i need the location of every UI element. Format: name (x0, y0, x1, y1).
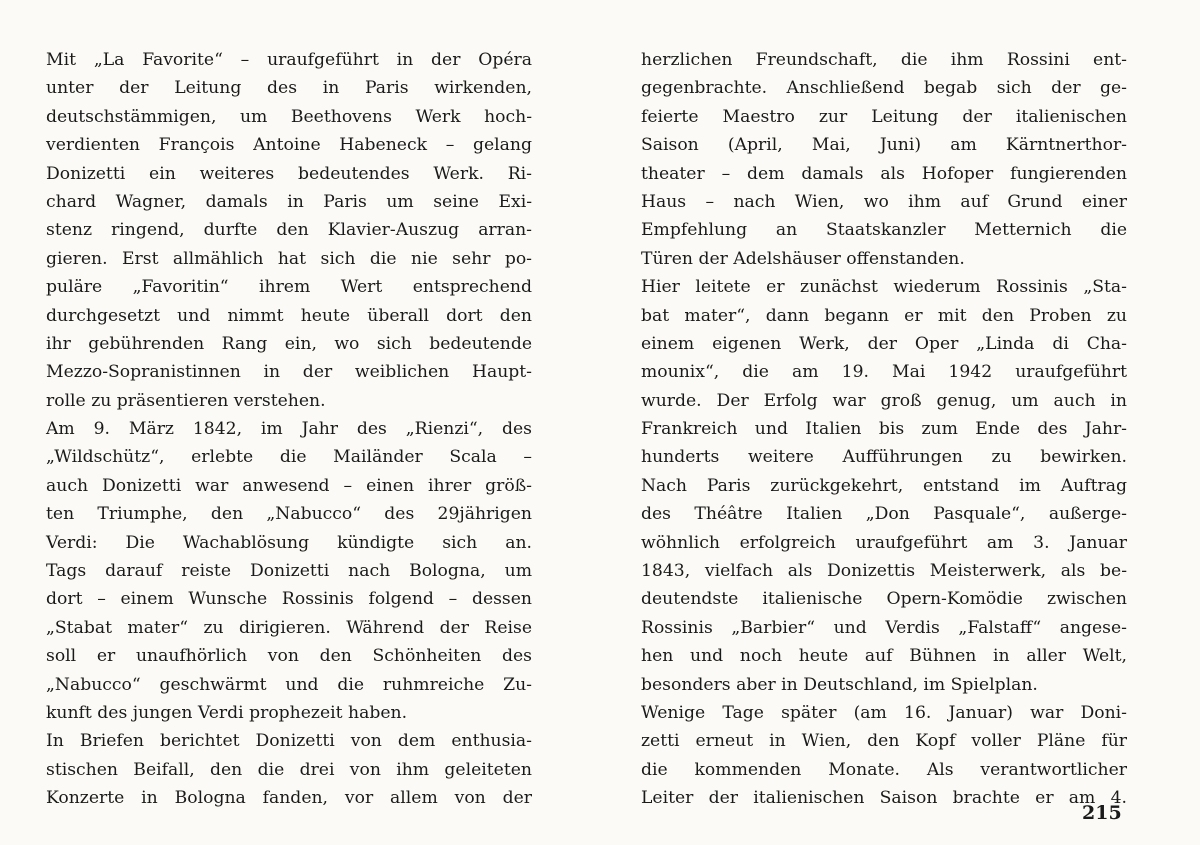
page-number: 215 (1082, 802, 1122, 824)
text-line: stischen Beifall, den die drei von ihm geleiteten (46, 759, 532, 780)
text-line: besonders aber in Deutschland, im Spielplan. (641, 674, 1038, 695)
text-line: Haus – nach Wien, wo ihm auf Grund einer (641, 191, 1127, 212)
text-line: Rossinis „Barbier“ und Verdis „Falstaff“ angese- (641, 617, 1127, 638)
text-line: „Nabucco“ geschwärmt und die ruhmreiche Zu- (46, 674, 532, 695)
text-line: die kommenden Monate. Als verantwortlicher (641, 759, 1127, 780)
text-line: Am 9. März 1842, im Jahr des „Rienzi“, des (46, 419, 532, 440)
right-column (641, 46, 1127, 813)
text-line: dort – einem Wunsche Rossinis folgend – dessen (46, 589, 532, 610)
text-line: Frankreich und Italien bis zum Ende des Jahr- (641, 419, 1127, 440)
text-line: ihr gebührenden Rang ein, wo sich bedeutende (46, 333, 532, 354)
text-line: rolle zu präsentieren verstehen. (46, 390, 326, 411)
text-line: stenz ringend, durfte den Klavier-Auszug arran- (46, 220, 532, 241)
text-line: hen und noch heute auf Bühnen in aller Welt, (641, 646, 1127, 667)
text-line: kunft des jungen Verdi prophezeit haben. (46, 702, 408, 723)
text-line: des Théâtre Italien „Don Pasquale“, außerge- (641, 504, 1127, 525)
text-line: „Stabat mater“ zu dirigieren. Während der Reise (46, 617, 532, 638)
text-line: ten Triumphe, den „Nabucco“ des 29jährigen (46, 504, 532, 525)
text-line: mounix“, die am 19. Mai 1942 uraufgeführt (641, 362, 1127, 383)
text-line: einem eigenen Werk, der Oper „Linda di Cha- (641, 333, 1127, 354)
text-line: gegenbrachte. Anschließend begab sich der ge- (641, 78, 1127, 99)
text-line: Hier leitete er zunächst wiederum Rossinis „Sta- (641, 277, 1127, 298)
text-line: durchgesetzt und nimmt heute überall dort den (46, 305, 532, 326)
text-line: auch Donizetti war anwesend – einen ihrer größ- (46, 475, 532, 496)
text-line: puläre „Favoritin“ ihrem Wert entsprechend (46, 277, 532, 298)
text-line: chard Wagner, damals in Paris um seine Exi- (46, 191, 532, 212)
text-line: theater – dem damals als Hofoper fungierenden (641, 163, 1127, 184)
text-line: unter der Leitung des in Paris wirkenden, (46, 78, 532, 99)
text-line: gieren. Erst allmählich hat sich die nie sehr po- (46, 248, 532, 269)
text-line: wurde. Der Erfolg war groß genug, um auch in (641, 390, 1127, 411)
text-line: deutendste italienische Opern-Komödie zwischen (641, 589, 1127, 610)
text-line: Wenige Tage später (am 16. Januar) war Doni- (641, 702, 1127, 723)
text-line: wöhnlich erfolgreich uraufgeführt am 3. Januar (641, 532, 1127, 553)
left-column (46, 46, 532, 813)
text-line: Konzerte in Bologna fanden, vor allem von der (46, 788, 532, 809)
text-line: Nach Paris zurückgekehrt, entstand im Auftrag (641, 475, 1127, 496)
text-line: soll er unaufhörlich von den Schönheiten des (46, 646, 532, 667)
text-line: verdienten François Antoine Habeneck – gelang (46, 135, 532, 156)
text-line: bat mater“, dann begann er mit den Proben zu (641, 305, 1127, 326)
text-line: „Wildschütz“, erlebte die Mailänder Scala – (46, 447, 532, 468)
text-line: Empfehlung an Staatskanzler Metternich die (641, 220, 1127, 241)
text-line: Mezzo-Sopranistinnen in der weiblichen Haupt- (46, 362, 532, 383)
text-line: Saison (April, Mai, Juni) am Kärntnerthor- (641, 135, 1127, 156)
text-line: Verdi: Die Wachablösung kündigte sich an. (46, 532, 532, 553)
text-line: Tags darauf reiste Donizetti nach Bologna, um (46, 561, 532, 582)
text-line: 1843, vielfach als Donizettis Meisterwerk, als be- (641, 561, 1127, 582)
text-line: In Briefen berichtet Donizetti von dem enthusia- (46, 731, 532, 752)
text-line: deutschstämmigen, um Beethovens Werk hoch- (46, 106, 532, 127)
text-line: herzlichen Freundschaft, die ihm Rossini ent- (641, 50, 1127, 70)
text-line: Donizetti ein weiteres bedeutendes Werk. Ri- (46, 163, 532, 184)
text-line: Mit „La Favorite“ – uraufgeführt in der Opéra (46, 50, 532, 70)
text-line: Leiter der italienischen Saison brachte er am 4. (641, 788, 1127, 809)
text-line: hunderts weitere Aufführungen zu bewirken. (641, 447, 1127, 468)
text-line: feierte Maestro zur Leitung der italienischen (641, 106, 1127, 127)
text-line: zetti erneut in Wien, den Kopf voller Pläne für (641, 731, 1127, 752)
text-line: Türen der Adelshäuser offenstanden. (641, 248, 965, 269)
